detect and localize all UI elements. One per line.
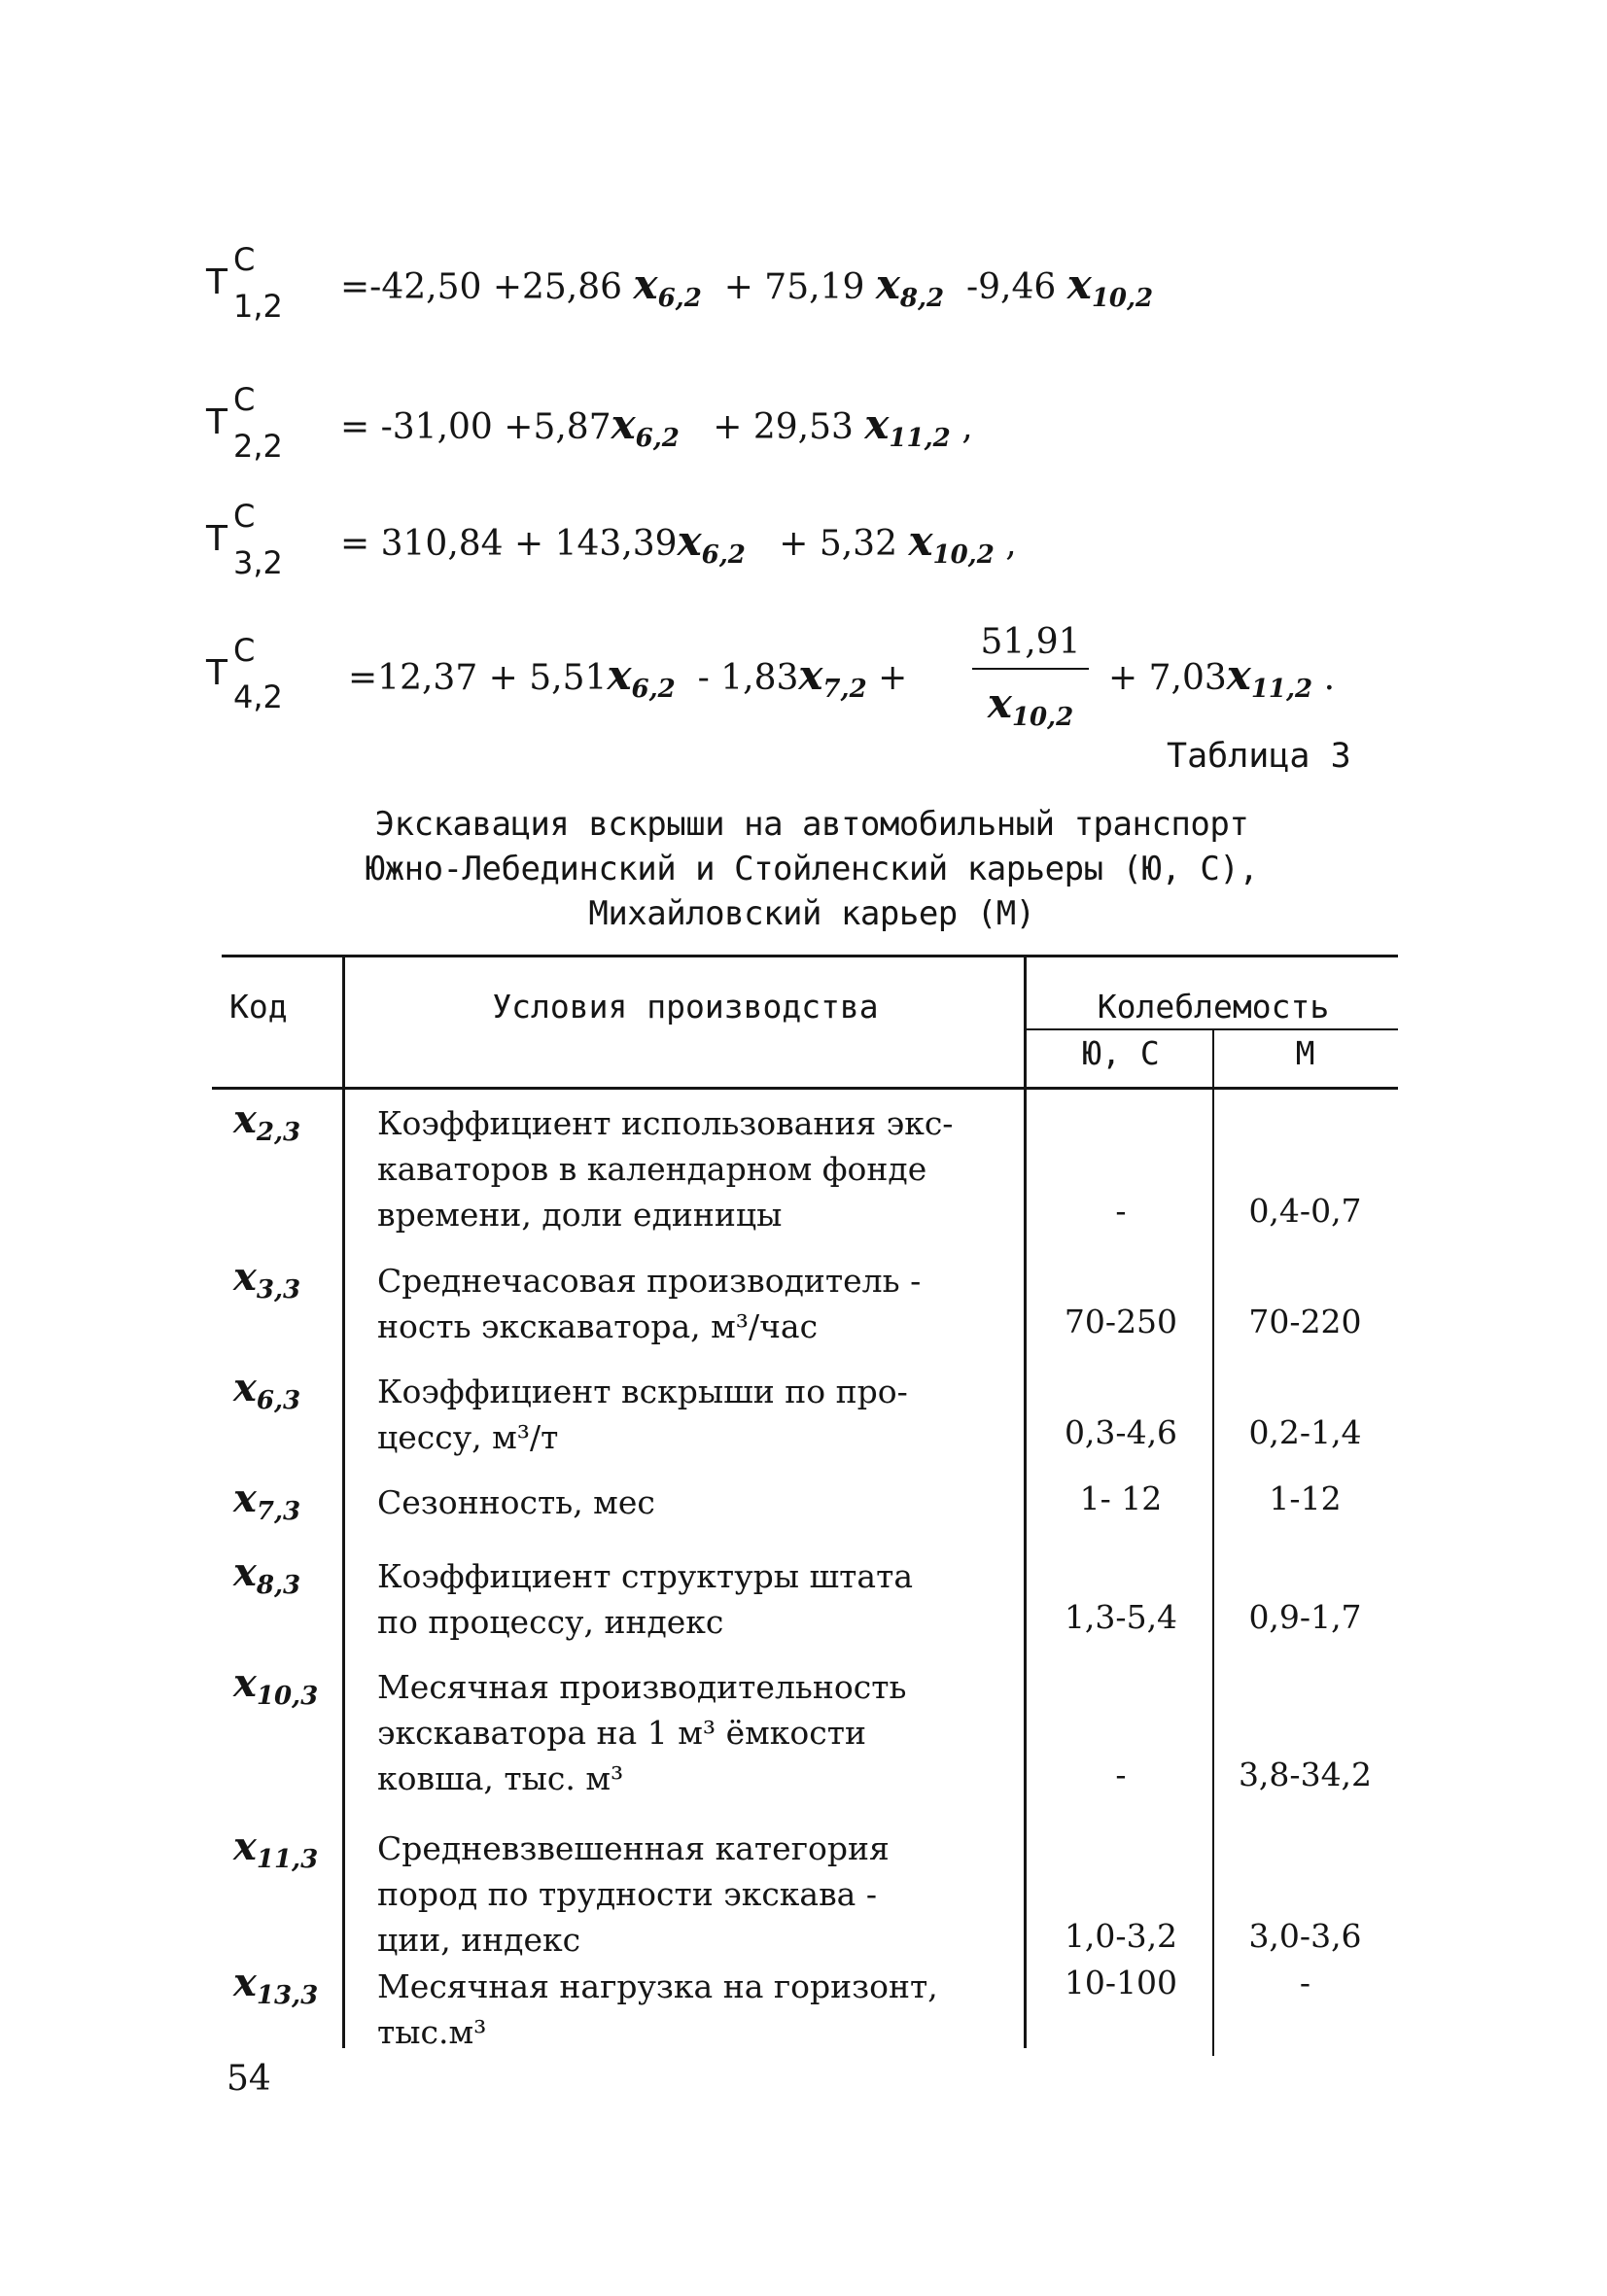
formula-expression: =-42,50 +25,86 $x_{6,2} + 75,19$ $x_{8,2}$ -9,46 $x_{10,2}$	[340, 261, 1154, 313]
header-m: М	[1295, 1034, 1315, 1072]
formula-fraction	[972, 622, 1089, 732]
header-variability: Колеблемость	[1097, 988, 1330, 1026]
header-code: Код	[229, 988, 288, 1026]
formula-T: T	[206, 519, 227, 559]
table-col-divider-1	[342, 957, 345, 2048]
formula-superscript: C	[233, 498, 256, 535]
row-code: $x_{13,3}$	[233, 1960, 319, 2010]
table-caption: Таблица 3	[1167, 737, 1351, 776]
variable-x: x	[875, 261, 900, 308]
row-value-m: 0,9-1,7	[1248, 1598, 1362, 1636]
row-conditions: Коэффициент структуры штата по процессу, индекс	[377, 1557, 914, 1641]
variable-x: x	[1066, 261, 1092, 308]
row-code: $x_{8,3}$	[233, 1549, 301, 1600]
row-conditions: Месячная нагрузка на горизонт, тыс.м³	[377, 1967, 938, 2051]
variable-x: x	[607, 651, 632, 699]
formula-T: T	[206, 653, 227, 693]
table-col-divider-3	[1212, 1030, 1214, 2056]
formula-subscript: 1,2	[233, 288, 283, 325]
row-value-ys: -	[1115, 1192, 1127, 1230]
page-number: 54	[227, 2059, 271, 2099]
row-value-ys: 1,0-3,2	[1064, 1917, 1178, 1955]
row-value-m: 0,2-1,4	[1248, 1413, 1362, 1451]
row-value-m: 1-12	[1269, 1479, 1342, 1517]
row-value-ys: -	[1115, 1756, 1127, 1793]
formula-superscript: C	[233, 241, 256, 278]
formula-superscript: C	[233, 632, 256, 669]
row-code: $x_{3,3}$	[233, 1254, 301, 1305]
row-code: $x_{6,3}$	[233, 1365, 301, 1415]
table-title-line-1: Экскавация вскрыши на автомобильный транспорт	[374, 805, 1249, 844]
fraction-numerator: 51,91	[972, 622, 1089, 670]
row-value-ys: 1,3-5,4	[1064, 1598, 1178, 1636]
formula-T: T	[206, 262, 227, 302]
row-value-ys: 0,3-4,6	[1064, 1413, 1178, 1451]
formula-expression-left: $=12,37 + 5,51x_{6,2} - 1,83x_{7,2}$ +	[348, 651, 908, 704]
variable-x: x	[633, 261, 658, 308]
row-value-m: 0,4-0,7	[1248, 1192, 1362, 1230]
variable-x: x	[864, 400, 890, 448]
formula-subscript: 4,2	[233, 678, 283, 715]
table-title-line-3: Михайловский карьер (М)	[588, 894, 1035, 933]
variable-x: x	[677, 517, 702, 565]
row-conditions: Среднечасовая производитель - ность экскаватора, м³/час	[377, 1262, 922, 1345]
formula-expression: = $-31,00 +5,87x_{6,2}$ + 29,53 $x_{11,2}$ ,	[340, 400, 973, 453]
variable-x: x	[611, 400, 636, 448]
row-conditions: Коэффициент вскрыши по про- цессу, м³/т	[377, 1373, 908, 1456]
row-code: $x_{11,3}$	[233, 1824, 319, 1874]
formula-expression-right: + $7,03x_{11,2}$ .	[1108, 651, 1336, 704]
header-conditions: Условия производства	[492, 988, 879, 1026]
row-value-m: 70-220	[1248, 1303, 1362, 1340]
formula-superscript: C	[233, 381, 256, 418]
table-col-divider-2	[1024, 957, 1027, 2048]
formula-expression: = $310,84 + 143,39x_{6,2}$ + 5,32 $x_{10,2}$ ,	[340, 517, 1017, 570]
row-value-ys: 70-250	[1064, 1303, 1178, 1340]
table-title-line-2: Южно-Лебединский и Стойленский карьеры (Ю, С),	[365, 850, 1259, 888]
table-header-rule	[212, 1087, 1398, 1090]
formula-T: T	[206, 402, 227, 442]
row-code: $x_{7,3}$	[233, 1476, 301, 1526]
row-conditions: Средневзвешенная категория пород по трудности экскава - ции, индекс	[377, 1829, 890, 1959]
row-code: $x_{2,3}$	[233, 1096, 301, 1147]
row-conditions: Сезонность, мес	[377, 1483, 655, 1521]
variable-x: x	[798, 651, 823, 699]
formula-subscript: 3,2	[233, 544, 283, 581]
row-value-m: 3,8-34,2	[1238, 1756, 1373, 1793]
row-conditions: Коэффициент использования экс- каваторов в календарном фонде времени, доли единицы	[377, 1104, 954, 1234]
fraction-denominator: x10,2	[987, 679, 1074, 732]
row-code: $x_{10,3}$	[233, 1660, 319, 1711]
row-value-m: -	[1299, 1964, 1311, 2001]
header-ys: Ю, С	[1082, 1034, 1160, 1072]
row-value-ys: 1- 12	[1079, 1479, 1163, 1517]
row-value-m: 3,0-3,6	[1248, 1917, 1362, 1955]
row-conditions: Месячная производительность экскаватора на 1 м³ ёмкости ковша, тыс. м³	[377, 1668, 907, 1797]
variable-x: x	[1226, 651, 1251, 699]
row-value-ys: 10-100	[1064, 1964, 1178, 2001]
table-top-rule	[222, 955, 1398, 957]
variable-x: x	[908, 517, 933, 565]
formula-subscript: 2,2	[233, 428, 283, 465]
